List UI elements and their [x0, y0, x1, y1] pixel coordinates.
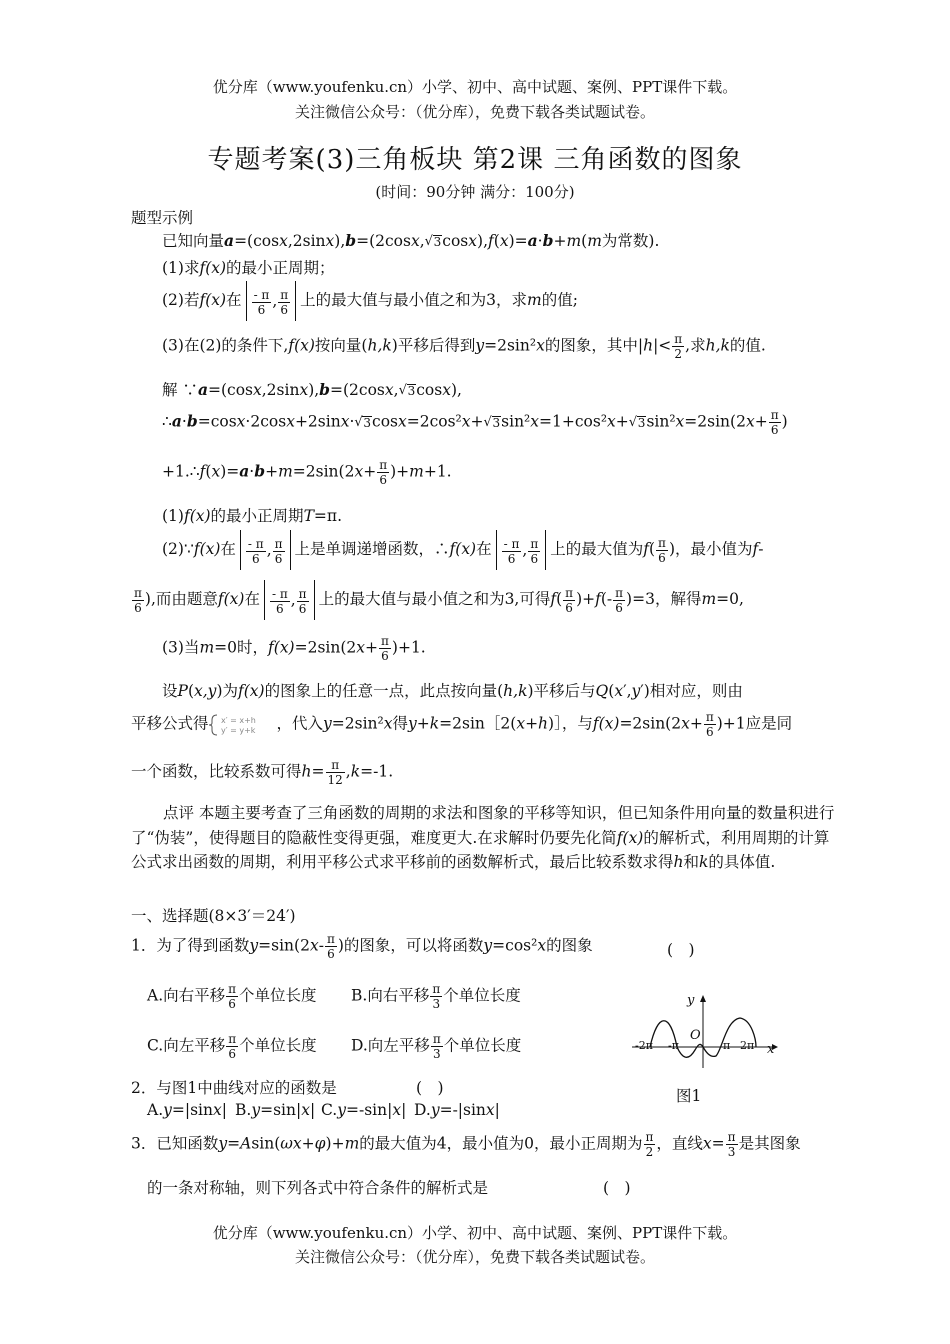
problem-part-2: (2)若f(x)在 $\frac{- \pi}{6}$ , $\frac{\pi}{6}$ 上的最大值与最小值之和为3，求m的值;: [162, 281, 578, 321]
solution-step-3-b: 设P(x,y)为f(x)的图象上的任意一点，此点按向量(h,k)平移后与Q(x′,y′)相对应，则由: [162, 682, 743, 700]
mc-answer-blank-3: ( ): [603, 1179, 631, 1197]
mc1-option-d: D.向左平移 $\frac{\pi}{3}$ 个单位长度: [351, 1032, 522, 1061]
solution-step-2-cont: $\frac{\pi}{6}$ ),而由题意f(x)在 $\frac{- \pi}{6}$ , $\frac{\pi}{6}$ 上的最大值与最小值之和为3,可得f( $\frac{\pi}{6}$ )+f(- $\frac{\pi}{6}$ )=3，解得m=0,: [131, 580, 744, 620]
mc1-option-c: C.向左平移 $\frac{\pi}{6}$ 个单位长度: [147, 1032, 317, 1061]
mc-section-title: 一、选择题(8×3′＝24′): [131, 907, 296, 925]
figure-x-label: x: [767, 1042, 775, 1057]
mc-question-3: 3．已知函数y=Asin(ωx+φ)+m的最大值为4，最小值为0，最小正周期为 $\frac{\pi}{2}$ ，直线x= $\frac{\pi}{3}$ 是其图象: [131, 1130, 801, 1159]
solution-line-2: ∴a·b=cosx·2cosx+2sinx·√ 3cosx=2cos²x+√ 3sin²x=1+cos²x+√ 3sin²x=2sin(2x+ $\frac{\pi}{6}$ ): [162, 408, 788, 437]
solution-step-3: (3)当m=0时，f(x)=2sin(2x+ $\frac{\pi}{6}$ )+1.: [162, 634, 426, 663]
mc2-option-b: B.y=sin|x|: [235, 1101, 316, 1119]
mc1-option-b: B.向右平移 $\frac{\pi}{3}$ 个单位长度: [351, 982, 521, 1011]
figure-tick-negpi: -π: [668, 1039, 679, 1052]
figure-1: [630, 990, 780, 1070]
figure-y-label: y: [687, 993, 695, 1008]
mc2-option-a: A.y=|sinx|: [147, 1101, 227, 1119]
mc-question-1: 1．为了得到函数y=sin(2x- $\frac{\pi}{6}$ )的图象，可以将函数y=cos²x的图象: [131, 932, 593, 961]
mc-answer-blank-1: ( ): [667, 941, 695, 959]
solution-step-3-d: 一个函数，比较系数可得h= $\frac{\pi}{12}$ ,k=-1.: [131, 758, 394, 787]
mc1-option-a: A.向右平移 $\frac{\pi}{6}$ 个单位长度: [147, 982, 317, 1011]
section-example: 题型示例: [131, 209, 194, 227]
problem-part-1: (1)求f(x)的最小正周期；: [162, 259, 335, 277]
problem-part-3: (3)在(2)的条件下,f(x)按向量(h,k)平移后得到y=2sin²x的图象，其中|h|< $\frac{\pi}{2}$ ,求h,k的值.: [162, 332, 766, 361]
footer-line-1: 优分库（www.youfenku.cn）小学、初中、高中试题、案例、PPT课件下载。: [212, 1224, 738, 1242]
mc2-option-c: C.y=-sin|x|: [321, 1101, 407, 1119]
comment-paragraph: 点评 本题主要考查了三角函数的周期的求法和图象的平移等知识，但已知条件用向量的数量积进行了“伪装”，使得题目的隐蔽性变得更强，难度更大.在求解时仍要先化简f(x)的解析式，利用周期的计算公式求出函数的周期，利用平移公式求平移前的函数解析式，最后比较系数求得h和k的具体值.: [131, 804, 835, 871]
solution-line-3: +1.∴f(x)=a·b+m=2sin(2x+ $\frac{\pi}{6}$ )+m+1.: [162, 458, 452, 487]
problem-statement: 已知向量a=(cosx,2sinx),b=(2cosx,√ 3cosx),f(x)=a·b+m(m为常数).: [162, 229, 659, 251]
page-title: 专题考案(3)三角板块 第2课 三角函数的图象: [207, 145, 743, 175]
page-subtitle: (时间：90分钟 满分：100分): [375, 183, 575, 201]
header-line-1: 优分库（www.youfenku.cn）小学、初中、高中试题、案例、PPT课件下载。: [212, 78, 738, 96]
figure-tick-neg2pi: -2π: [635, 1039, 653, 1052]
svg-text:x′ = x+h: x′ = x+h: [220, 715, 256, 725]
mc-answer-blank-2: ( ): [416, 1079, 444, 1097]
solution-step-1: (1)f(x)的最小正周期T=π.: [162, 507, 343, 525]
mc-question-3-cont: 的一条对称轴，则下列各式中符合条件的解析式是: [147, 1179, 489, 1197]
figure-tick-pi: π: [723, 1039, 731, 1052]
figure-tick-2pi: 2π: [740, 1039, 755, 1052]
mc-question-2: 2．与图1中曲线对应的函数是: [131, 1079, 337, 1097]
solution-step-2: (2)∵f(x)在 $\frac{- \pi}{6}$ , $\frac{\pi}{6}$ 上是单调递增函数，∴f(x)在 $\frac{- \pi}{6}$ , $\frac{\pi}{6}$ 上的最大值为f( $\frac{\pi}{6}$ )，最小值为f-: [162, 530, 764, 570]
mc2-option-d: D.y=-|sinx|: [414, 1101, 500, 1119]
figure-origin-label: O: [690, 1028, 701, 1043]
translation-formula-icon: [209, 714, 277, 736]
header-line-2: 关注微信公众号：（优分库），免费下载各类试题试卷。: [294, 103, 655, 121]
solution-step-3-c: 平移公式得 x′ = x+h y′ = y+k ，代入y=2sin²x得y+k=2sin［2(x+h)］，与f(x)=2sin(2x+ $\frac{\pi}{6}$ )+1应是同: [131, 710, 793, 739]
figure-caption: 图1: [676, 1087, 702, 1105]
svg-text:y′ = y+k: y′ = y+k: [220, 725, 255, 735]
solution-line-1: 解 ∵a=(cosx,2sinx),b=(2cosx,√ 3cosx),: [162, 378, 462, 400]
footer-line-2: 关注微信公众号：（优分库），免费下载各类试题试卷。: [294, 1248, 655, 1266]
